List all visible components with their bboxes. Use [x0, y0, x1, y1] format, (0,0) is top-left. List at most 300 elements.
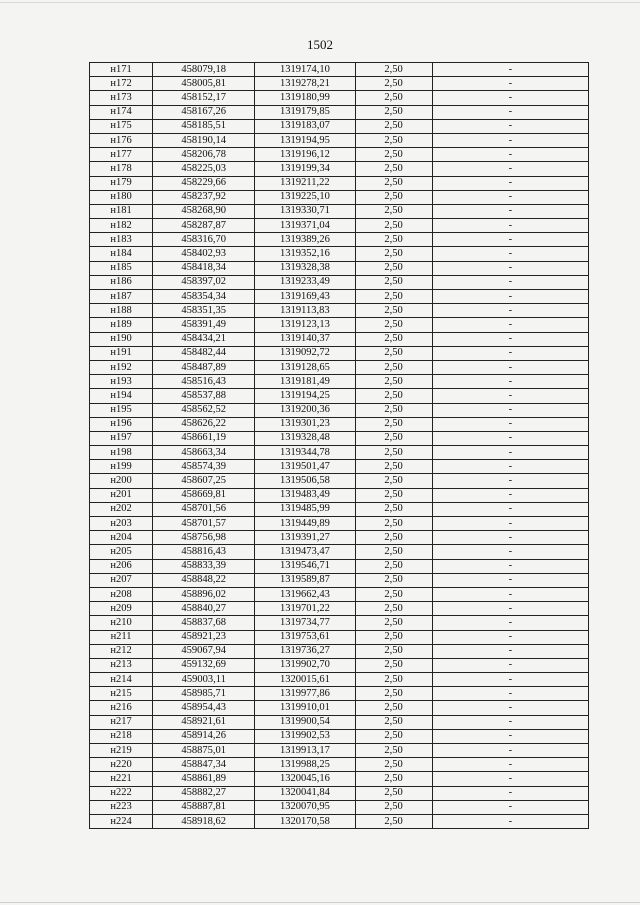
table-row	[90, 375, 589, 389]
accuracy-cell: 2,50	[355, 77, 432, 91]
table-row	[90, 346, 589, 360]
table-row	[90, 360, 589, 374]
note-cell: -	[432, 346, 588, 360]
note-cell: -	[432, 644, 588, 658]
y-coordinate-cell: 1319913,17	[255, 744, 355, 758]
table-row	[90, 148, 589, 162]
table-row	[90, 275, 589, 289]
accuracy-cell: 2,50	[355, 488, 432, 502]
point-id-cell: н188	[90, 304, 153, 318]
y-coordinate-cell: 1319330,71	[255, 204, 355, 218]
accuracy-cell: 2,50	[355, 176, 432, 190]
note-cell: -	[432, 332, 588, 346]
y-coordinate-cell: 1319988,25	[255, 758, 355, 772]
accuracy-cell: 2,50	[355, 360, 432, 374]
point-id-cell: н183	[90, 233, 153, 247]
accuracy-cell: 2,50	[355, 715, 432, 729]
table-row	[90, 332, 589, 346]
point-id-cell: н220	[90, 758, 153, 772]
table-row	[90, 417, 589, 431]
y-coordinate-cell: 1319589,87	[255, 573, 355, 587]
note-cell: -	[432, 105, 588, 119]
x-coordinate-cell: 458237,92	[153, 190, 255, 204]
table-row	[90, 545, 589, 559]
point-id-cell: н173	[90, 91, 153, 105]
y-coordinate-cell: 1319449,89	[255, 517, 355, 531]
point-id-cell: н184	[90, 247, 153, 261]
scan-edge-bottom	[0, 902, 640, 903]
x-coordinate-cell: 458190,14	[153, 133, 255, 147]
point-id-cell: н179	[90, 176, 153, 190]
x-coordinate-cell: 458921,61	[153, 715, 255, 729]
note-cell: -	[432, 290, 588, 304]
note-cell: -	[432, 318, 588, 332]
accuracy-cell: 2,50	[355, 275, 432, 289]
accuracy-cell: 2,50	[355, 814, 432, 828]
point-id-cell: н174	[90, 105, 153, 119]
point-id-cell: н201	[90, 488, 153, 502]
point-id-cell: н209	[90, 602, 153, 616]
x-coordinate-cell: 458882,27	[153, 786, 255, 800]
x-coordinate-cell: 458833,39	[153, 559, 255, 573]
x-coordinate-cell: 458896,02	[153, 587, 255, 601]
x-coordinate-cell: 458985,71	[153, 687, 255, 701]
point-id-cell: н195	[90, 403, 153, 417]
table-row	[90, 786, 589, 800]
note-cell: -	[432, 729, 588, 743]
y-coordinate-cell: 1319352,16	[255, 247, 355, 261]
x-coordinate-cell: 458185,51	[153, 119, 255, 133]
point-id-cell: н186	[90, 275, 153, 289]
note-cell: -	[432, 502, 588, 516]
note-cell: -	[432, 247, 588, 261]
table-row	[90, 800, 589, 814]
table-row	[90, 502, 589, 516]
note-cell: -	[432, 602, 588, 616]
point-id-cell: н175	[90, 119, 153, 133]
accuracy-cell: 2,50	[355, 701, 432, 715]
accuracy-cell: 2,50	[355, 133, 432, 147]
y-coordinate-cell: 1319092,72	[255, 346, 355, 360]
point-id-cell: н171	[90, 63, 153, 77]
point-id-cell: н202	[90, 502, 153, 516]
table-row	[90, 63, 589, 77]
note-cell: -	[432, 658, 588, 672]
x-coordinate-cell: 458487,89	[153, 360, 255, 374]
y-coordinate-cell: 1319140,37	[255, 332, 355, 346]
note-cell: -	[432, 91, 588, 105]
point-id-cell: н194	[90, 389, 153, 403]
accuracy-cell: 2,50	[355, 105, 432, 119]
note-cell: -	[432, 786, 588, 800]
note-cell: -	[432, 133, 588, 147]
note-cell: -	[432, 814, 588, 828]
accuracy-cell: 2,50	[355, 658, 432, 672]
y-coordinate-cell: 1320041,84	[255, 786, 355, 800]
note-cell: -	[432, 304, 588, 318]
point-id-cell: н215	[90, 687, 153, 701]
table-row	[90, 446, 589, 460]
accuracy-cell: 2,50	[355, 786, 432, 800]
x-coordinate-cell: 458397,02	[153, 275, 255, 289]
y-coordinate-cell: 1319328,48	[255, 431, 355, 445]
x-coordinate-cell: 458005,81	[153, 77, 255, 91]
accuracy-cell: 2,50	[355, 247, 432, 261]
y-coordinate-cell: 1319169,43	[255, 290, 355, 304]
y-coordinate-cell: 1320170,58	[255, 814, 355, 828]
table-row	[90, 190, 589, 204]
x-coordinate-cell: 458516,43	[153, 375, 255, 389]
y-coordinate-cell: 1319546,71	[255, 559, 355, 573]
table-row	[90, 247, 589, 261]
y-coordinate-cell: 1319181,49	[255, 375, 355, 389]
y-coordinate-cell: 1319194,95	[255, 133, 355, 147]
accuracy-cell: 2,50	[355, 744, 432, 758]
y-coordinate-cell: 1319753,61	[255, 630, 355, 644]
note-cell: -	[432, 63, 588, 77]
table-row	[90, 233, 589, 247]
accuracy-cell: 2,50	[355, 389, 432, 403]
point-id-cell: н203	[90, 517, 153, 531]
accuracy-cell: 2,50	[355, 616, 432, 630]
y-coordinate-cell: 1319194,25	[255, 389, 355, 403]
x-coordinate-cell: 458287,87	[153, 219, 255, 233]
accuracy-cell: 2,50	[355, 531, 432, 545]
x-coordinate-cell: 458607,25	[153, 474, 255, 488]
point-id-cell: н182	[90, 219, 153, 233]
x-coordinate-cell: 458875,01	[153, 744, 255, 758]
point-id-cell: н214	[90, 673, 153, 687]
x-coordinate-cell: 458816,43	[153, 545, 255, 559]
note-cell: -	[432, 77, 588, 91]
accuracy-cell: 2,50	[355, 800, 432, 814]
x-coordinate-cell: 458921,23	[153, 630, 255, 644]
accuracy-cell: 2,50	[355, 417, 432, 431]
y-coordinate-cell: 1319174,10	[255, 63, 355, 77]
note-cell: -	[432, 673, 588, 687]
y-coordinate-cell: 1319389,26	[255, 233, 355, 247]
accuracy-cell: 2,50	[355, 630, 432, 644]
table-row	[90, 162, 589, 176]
point-id-cell: н221	[90, 772, 153, 786]
table-row	[90, 744, 589, 758]
x-coordinate-cell: 458954,43	[153, 701, 255, 715]
table-row	[90, 772, 589, 786]
note-cell: -	[432, 403, 588, 417]
accuracy-cell: 2,50	[355, 119, 432, 133]
table-row	[90, 403, 589, 417]
point-id-cell: н193	[90, 375, 153, 389]
table-row	[90, 729, 589, 743]
x-coordinate-cell: 458402,93	[153, 247, 255, 261]
x-coordinate-cell: 458661,19	[153, 431, 255, 445]
table-row	[90, 91, 589, 105]
note-cell: -	[432, 531, 588, 545]
table-row	[90, 318, 589, 332]
y-coordinate-cell: 1319902,70	[255, 658, 355, 672]
table-row	[90, 814, 589, 828]
x-coordinate-cell: 458701,56	[153, 502, 255, 516]
table-row	[90, 616, 589, 630]
x-coordinate-cell: 458847,34	[153, 758, 255, 772]
x-coordinate-cell: 458574,39	[153, 460, 255, 474]
point-id-cell: н178	[90, 162, 153, 176]
note-cell: -	[432, 119, 588, 133]
accuracy-cell: 2,50	[355, 261, 432, 275]
accuracy-cell: 2,50	[355, 403, 432, 417]
y-coordinate-cell: 1319179,85	[255, 105, 355, 119]
x-coordinate-cell: 458537,88	[153, 389, 255, 403]
x-coordinate-cell: 458626,22	[153, 417, 255, 431]
accuracy-cell: 2,50	[355, 304, 432, 318]
point-id-cell: н189	[90, 318, 153, 332]
table-row	[90, 701, 589, 715]
y-coordinate-cell: 1319278,21	[255, 77, 355, 91]
y-coordinate-cell: 1319183,07	[255, 119, 355, 133]
y-coordinate-cell: 1319180,99	[255, 91, 355, 105]
point-id-cell: н181	[90, 204, 153, 218]
y-coordinate-cell: 1319123,13	[255, 318, 355, 332]
page-number: 1502	[307, 37, 333, 52]
x-coordinate-cell: 458268,90	[153, 204, 255, 218]
point-id-cell: н197	[90, 431, 153, 445]
accuracy-cell: 2,50	[355, 772, 432, 786]
note-cell: -	[432, 460, 588, 474]
accuracy-cell: 2,50	[355, 204, 432, 218]
accuracy-cell: 2,50	[355, 559, 432, 573]
point-id-cell: н176	[90, 133, 153, 147]
scan-edge-top	[0, 2, 640, 3]
note-cell: -	[432, 488, 588, 502]
y-coordinate-cell: 1319501,47	[255, 460, 355, 474]
table-row	[90, 687, 589, 701]
point-id-cell: н212	[90, 644, 153, 658]
point-id-cell: н218	[90, 729, 153, 743]
point-id-cell: н192	[90, 360, 153, 374]
note-cell: -	[432, 616, 588, 630]
x-coordinate-cell: 458840,27	[153, 602, 255, 616]
point-id-cell: н191	[90, 346, 153, 360]
accuracy-cell: 2,50	[355, 673, 432, 687]
y-coordinate-cell: 1320015,61	[255, 673, 355, 687]
table-row	[90, 559, 589, 573]
note-cell: -	[432, 190, 588, 204]
note-cell: -	[432, 744, 588, 758]
table-row	[90, 587, 589, 601]
table-row	[90, 431, 589, 445]
point-id-cell: н180	[90, 190, 153, 204]
note-cell: -	[432, 587, 588, 601]
y-coordinate-cell: 1319199,34	[255, 162, 355, 176]
x-coordinate-cell: 458229,66	[153, 176, 255, 190]
note-cell: -	[432, 800, 588, 814]
y-coordinate-cell: 1319701,22	[255, 602, 355, 616]
point-id-cell: н185	[90, 261, 153, 275]
note-cell: -	[432, 148, 588, 162]
note-cell: -	[432, 389, 588, 403]
point-id-cell: н190	[90, 332, 153, 346]
note-cell: -	[432, 517, 588, 531]
y-coordinate-cell: 1320045,16	[255, 772, 355, 786]
table-row	[90, 658, 589, 672]
accuracy-cell: 2,50	[355, 431, 432, 445]
x-coordinate-cell: 458837,68	[153, 616, 255, 630]
accuracy-cell: 2,50	[355, 219, 432, 233]
x-coordinate-cell: 458391,49	[153, 318, 255, 332]
note-cell: -	[432, 360, 588, 374]
table-row	[90, 290, 589, 304]
x-coordinate-cell: 458918,62	[153, 814, 255, 828]
point-id-cell: н222	[90, 786, 153, 800]
accuracy-cell: 2,50	[355, 573, 432, 587]
accuracy-cell: 2,50	[355, 644, 432, 658]
accuracy-cell: 2,50	[355, 346, 432, 360]
x-coordinate-cell: 458225,03	[153, 162, 255, 176]
point-id-cell: н172	[90, 77, 153, 91]
x-coordinate-cell: 459067,94	[153, 644, 255, 658]
x-coordinate-cell: 458663,34	[153, 446, 255, 460]
table-row	[90, 715, 589, 729]
accuracy-cell: 2,50	[355, 190, 432, 204]
note-cell: -	[432, 417, 588, 431]
x-coordinate-cell: 458914,26	[153, 729, 255, 743]
table-row	[90, 573, 589, 587]
x-coordinate-cell: 458482,44	[153, 346, 255, 360]
x-coordinate-cell: 458756,98	[153, 531, 255, 545]
accuracy-cell: 2,50	[355, 233, 432, 247]
y-coordinate-cell: 1319977,86	[255, 687, 355, 701]
accuracy-cell: 2,50	[355, 290, 432, 304]
accuracy-cell: 2,50	[355, 148, 432, 162]
accuracy-cell: 2,50	[355, 332, 432, 346]
table-row	[90, 261, 589, 275]
x-coordinate-cell: 458418,34	[153, 261, 255, 275]
accuracy-cell: 2,50	[355, 474, 432, 488]
note-cell: -	[432, 431, 588, 445]
note-cell: -	[432, 204, 588, 218]
y-coordinate-cell: 1319736,27	[255, 644, 355, 658]
point-id-cell: н219	[90, 744, 153, 758]
y-coordinate-cell: 1319200,36	[255, 403, 355, 417]
point-id-cell: н177	[90, 148, 153, 162]
x-coordinate-cell: 458848,22	[153, 573, 255, 587]
table-row	[90, 460, 589, 474]
point-id-cell: н216	[90, 701, 153, 715]
y-coordinate-cell: 1319196,12	[255, 148, 355, 162]
point-id-cell: н224	[90, 814, 153, 828]
note-cell: -	[432, 630, 588, 644]
accuracy-cell: 2,50	[355, 375, 432, 389]
point-id-cell: н205	[90, 545, 153, 559]
point-id-cell: н199	[90, 460, 153, 474]
y-coordinate-cell: 1319113,83	[255, 304, 355, 318]
x-coordinate-cell: 459132,69	[153, 658, 255, 672]
table-row	[90, 517, 589, 531]
note-cell: -	[432, 474, 588, 488]
note-cell: -	[432, 162, 588, 176]
y-coordinate-cell: 1319301,23	[255, 417, 355, 431]
accuracy-cell: 2,50	[355, 91, 432, 105]
note-cell: -	[432, 233, 588, 247]
y-coordinate-cell: 1319485,99	[255, 502, 355, 516]
y-coordinate-cell: 1319344,78	[255, 446, 355, 460]
accuracy-cell: 2,50	[355, 502, 432, 516]
table-row	[90, 204, 589, 218]
y-coordinate-cell: 1320070,95	[255, 800, 355, 814]
point-id-cell: н187	[90, 290, 153, 304]
accuracy-cell: 2,50	[355, 460, 432, 474]
point-id-cell: н211	[90, 630, 153, 644]
point-id-cell: н196	[90, 417, 153, 431]
point-id-cell: н223	[90, 800, 153, 814]
point-id-cell: н200	[90, 474, 153, 488]
note-cell: -	[432, 219, 588, 233]
note-cell: -	[432, 559, 588, 573]
x-coordinate-cell: 458079,18	[153, 63, 255, 77]
x-coordinate-cell: 458701,57	[153, 517, 255, 531]
accuracy-cell: 2,50	[355, 758, 432, 772]
note-cell: -	[432, 772, 588, 786]
accuracy-cell: 2,50	[355, 162, 432, 176]
table-row	[90, 474, 589, 488]
accuracy-cell: 2,50	[355, 687, 432, 701]
accuracy-cell: 2,50	[355, 446, 432, 460]
y-coordinate-cell: 1319391,27	[255, 531, 355, 545]
x-coordinate-cell: 458434,21	[153, 332, 255, 346]
point-id-cell: н204	[90, 531, 153, 545]
note-cell: -	[432, 758, 588, 772]
table-row	[90, 219, 589, 233]
table-row	[90, 531, 589, 545]
note-cell: -	[432, 687, 588, 701]
x-coordinate-cell: 458669,81	[153, 488, 255, 502]
x-coordinate-cell: 458351,35	[153, 304, 255, 318]
y-coordinate-cell: 1319328,38	[255, 261, 355, 275]
y-coordinate-cell: 1319662,43	[255, 587, 355, 601]
y-coordinate-cell: 1319128,65	[255, 360, 355, 374]
accuracy-cell: 2,50	[355, 63, 432, 77]
note-cell: -	[432, 375, 588, 389]
table-row	[90, 644, 589, 658]
accuracy-cell: 2,50	[355, 517, 432, 531]
y-coordinate-cell: 1319483,49	[255, 488, 355, 502]
table-row	[90, 488, 589, 502]
y-coordinate-cell: 1319225,10	[255, 190, 355, 204]
x-coordinate-cell: 458167,26	[153, 105, 255, 119]
table-row	[90, 77, 589, 91]
note-cell: -	[432, 176, 588, 190]
note-cell: -	[432, 715, 588, 729]
table-row	[90, 630, 589, 644]
accuracy-cell: 2,50	[355, 729, 432, 743]
table-row	[90, 105, 589, 119]
point-id-cell: н207	[90, 573, 153, 587]
x-coordinate-cell: 458562,52	[153, 403, 255, 417]
x-coordinate-cell: 458206,78	[153, 148, 255, 162]
accuracy-cell: 2,50	[355, 545, 432, 559]
x-coordinate-cell: 458861,89	[153, 772, 255, 786]
y-coordinate-cell: 1319211,22	[255, 176, 355, 190]
x-coordinate-cell: 458152,17	[153, 91, 255, 105]
x-coordinate-cell: 459003,11	[153, 673, 255, 687]
x-coordinate-cell: 458354,34	[153, 290, 255, 304]
coordinates-table-body	[90, 63, 589, 829]
table-row	[90, 119, 589, 133]
y-coordinate-cell: 1319734,77	[255, 616, 355, 630]
table-row	[90, 602, 589, 616]
note-cell: -	[432, 573, 588, 587]
point-id-cell: н208	[90, 587, 153, 601]
